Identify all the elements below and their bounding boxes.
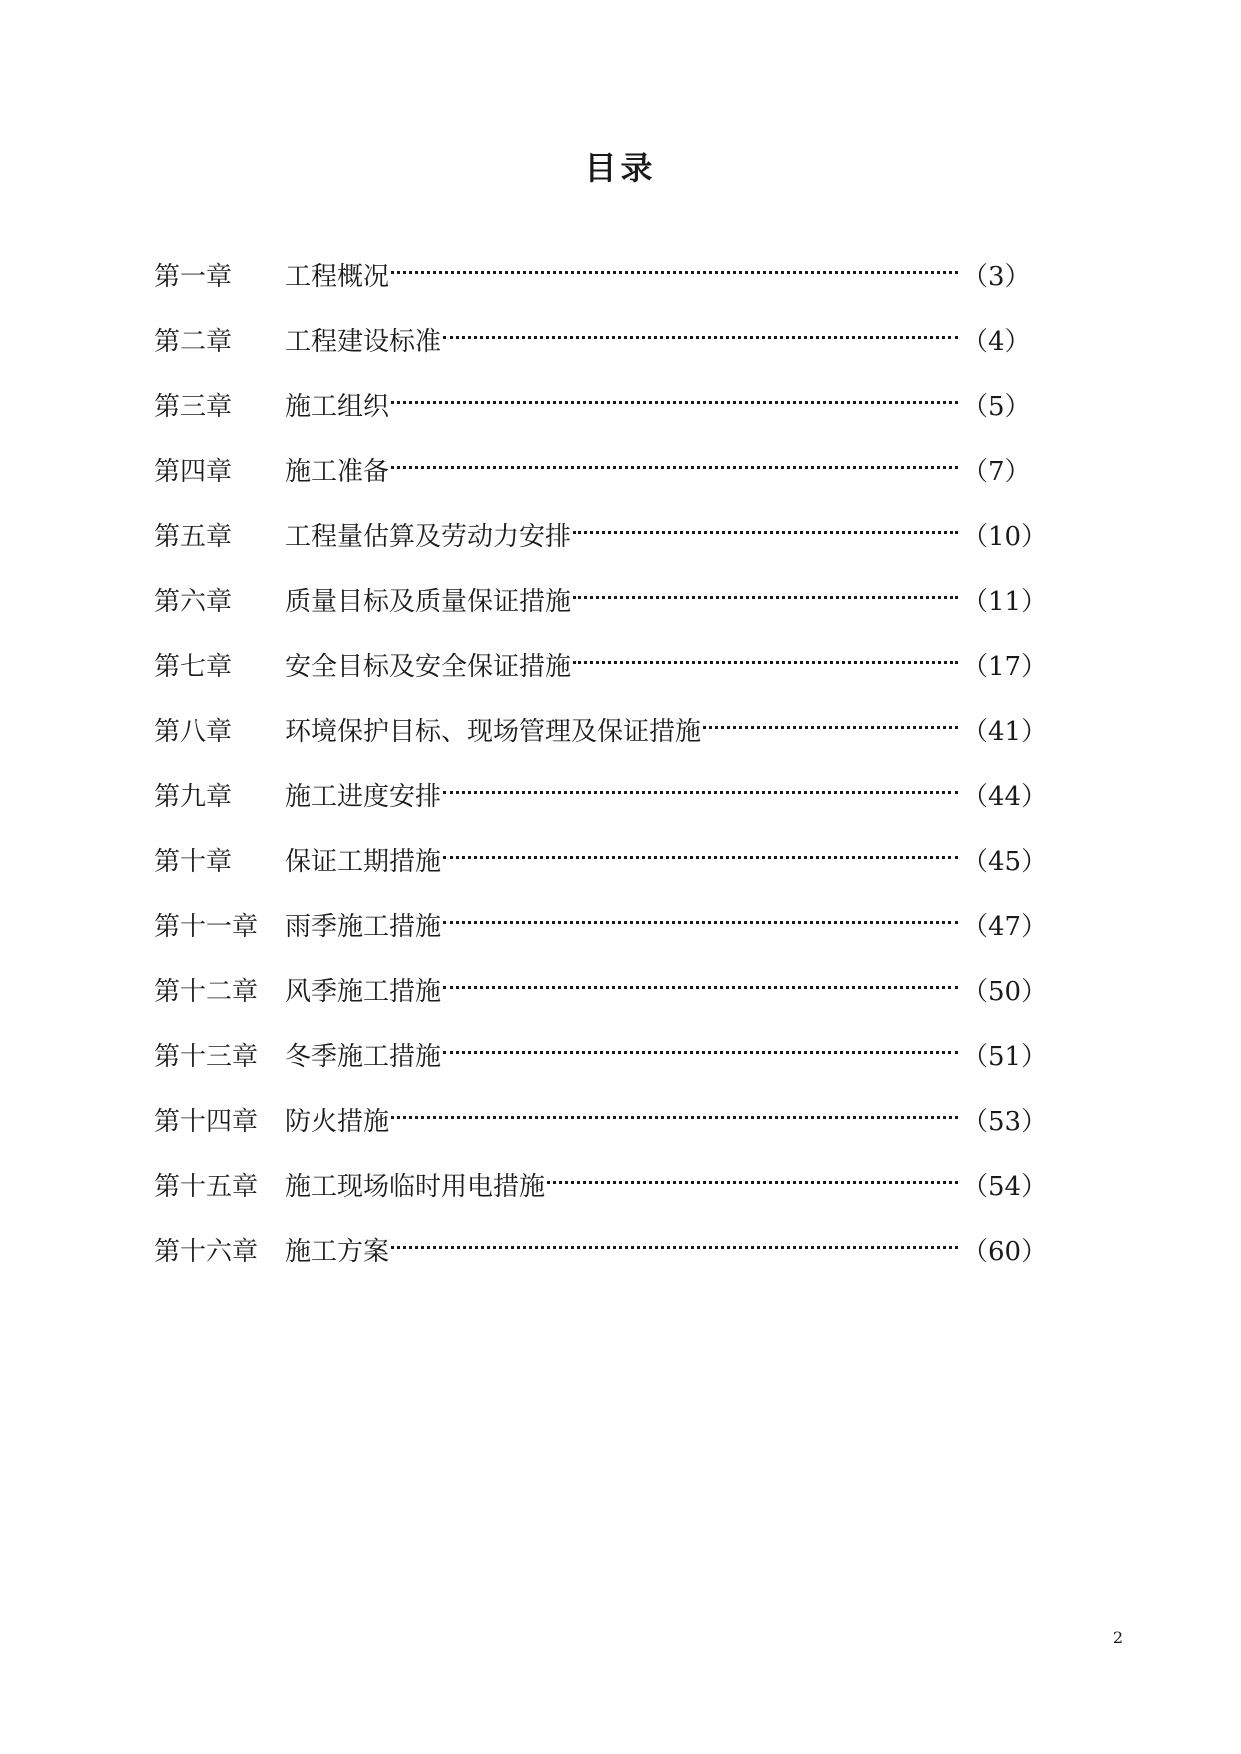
toc-entry[interactable] xyxy=(154,1090,1048,1155)
page-title: 目录 xyxy=(584,149,657,187)
toc-entry[interactable] xyxy=(154,895,1048,960)
toc-leader xyxy=(573,505,958,545)
toc-title: 施工现场临时用电措施 xyxy=(285,1172,546,1202)
toc-title: 施工进度安排 xyxy=(285,782,442,812)
toc-leader xyxy=(391,245,958,285)
toc-leader xyxy=(391,440,958,480)
toc-page: （47） xyxy=(962,912,1048,942)
toc-leader xyxy=(573,635,958,675)
toc-page: （50） xyxy=(962,977,1048,1007)
toc-page: （41） xyxy=(962,717,1048,747)
toc-chapter: 第十三章 xyxy=(154,1042,259,1072)
table-of-contents xyxy=(154,245,1048,1285)
toc-title: 施工准备 xyxy=(285,457,390,487)
toc-chapter: 第十章 xyxy=(154,847,233,877)
toc-leader xyxy=(443,1025,958,1065)
toc-chapter: 第五章 xyxy=(154,522,233,552)
toc-page: （54） xyxy=(962,1172,1048,1202)
toc-entry[interactable] xyxy=(154,245,1031,310)
toc-entry[interactable] xyxy=(154,375,1031,440)
toc-leader xyxy=(443,830,958,870)
toc-entry[interactable] xyxy=(154,1220,1048,1285)
toc-entry[interactable] xyxy=(154,570,1048,635)
toc-chapter: 第三章 xyxy=(154,392,233,422)
toc-chapter: 第七章 xyxy=(154,652,233,682)
toc-title: 工程概况 xyxy=(285,262,390,292)
toc-leader xyxy=(391,1090,958,1130)
toc-entry[interactable] xyxy=(154,960,1048,1025)
toc-entry[interactable] xyxy=(154,765,1048,830)
toc-entry[interactable] xyxy=(154,635,1048,700)
toc-chapter: 第九章 xyxy=(154,782,233,812)
toc-page: （53） xyxy=(962,1107,1048,1137)
toc-page: （17） xyxy=(962,652,1048,682)
toc-title: 安全目标及安全保证措施 xyxy=(285,652,572,682)
toc-title: 施工组织 xyxy=(285,392,390,422)
toc-chapter: 第十六章 xyxy=(154,1237,259,1267)
toc-leader xyxy=(391,375,958,415)
toc-page: （7） xyxy=(962,457,1031,487)
toc-page: （45） xyxy=(962,847,1048,877)
toc-leader xyxy=(443,765,958,805)
toc-chapter: 第四章 xyxy=(154,457,233,487)
toc-page: （10） xyxy=(962,522,1048,552)
toc-title: 冬季施工措施 xyxy=(285,1042,442,1072)
toc-leader xyxy=(573,570,958,610)
toc-chapter: 第八章 xyxy=(154,717,233,747)
toc-entry[interactable] xyxy=(154,1155,1048,1220)
toc-leader xyxy=(547,1155,958,1195)
toc-title: 施工方案 xyxy=(285,1237,390,1267)
page-number: 2 xyxy=(1112,1628,1123,1647)
toc-leader xyxy=(443,960,958,1000)
toc-page: （60） xyxy=(962,1237,1048,1267)
toc-entry[interactable] xyxy=(154,830,1048,895)
toc-page: （3） xyxy=(962,262,1031,292)
toc-entry[interactable] xyxy=(154,700,1048,765)
toc-entry[interactable] xyxy=(154,440,1031,505)
toc-entry[interactable] xyxy=(154,310,1031,375)
toc-page: （51） xyxy=(962,1042,1048,1072)
toc-leader xyxy=(443,310,958,350)
toc-page: （44） xyxy=(962,782,1048,812)
toc-title: 工程量估算及劳动力安排 xyxy=(285,522,572,552)
toc-entry[interactable] xyxy=(154,505,1048,570)
toc-title: 防火措施 xyxy=(285,1107,390,1137)
toc-title: 质量目标及质量保证措施 xyxy=(285,587,572,617)
toc-chapter: 第一章 xyxy=(154,262,233,292)
toc-title: 雨季施工措施 xyxy=(285,912,442,942)
toc-entry[interactable] xyxy=(154,1025,1048,1090)
toc-page: （5） xyxy=(962,392,1031,422)
toc-leader xyxy=(443,895,958,935)
toc-title: 保证工期措施 xyxy=(285,847,442,877)
toc-chapter: 第十五章 xyxy=(154,1172,259,1202)
toc-page: （11） xyxy=(962,587,1048,617)
toc-chapter: 第二章 xyxy=(154,327,233,357)
toc-title: 工程建设标准 xyxy=(285,327,442,357)
toc-chapter: 第十四章 xyxy=(154,1107,259,1137)
toc-title: 风季施工措施 xyxy=(285,977,442,1007)
toc-page: （4） xyxy=(962,327,1031,357)
toc-leader xyxy=(391,1220,958,1260)
toc-chapter: 第十一章 xyxy=(154,912,259,942)
toc-leader xyxy=(703,700,958,740)
toc-chapter: 第六章 xyxy=(154,587,233,617)
toc-title: 环境保护目标、现场管理及保证措施 xyxy=(285,717,702,747)
toc-chapter: 第十二章 xyxy=(154,977,259,1007)
